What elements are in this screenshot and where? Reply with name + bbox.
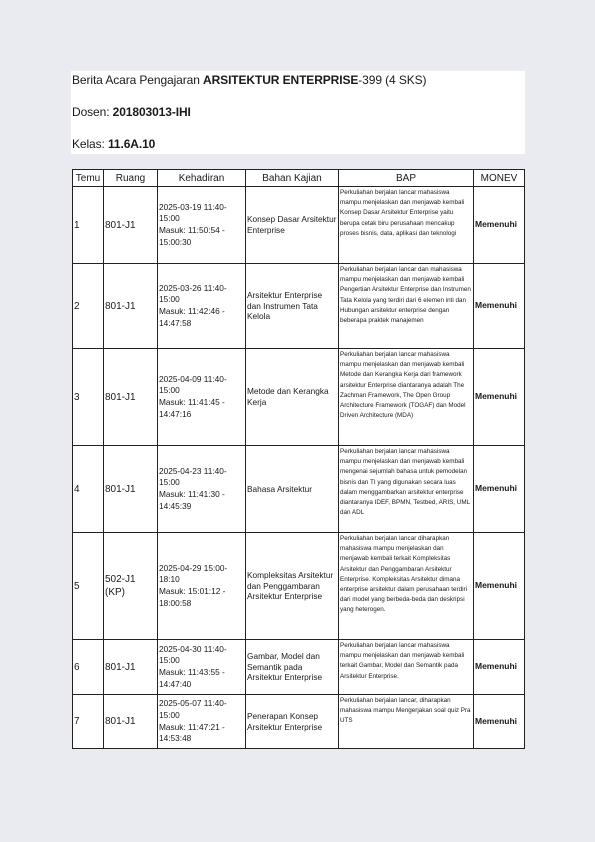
cell-monev: Memenuhi (474, 187, 525, 264)
cell-temu: 1 (73, 187, 104, 264)
cell-monev: Memenuhi (474, 349, 525, 446)
attendance-time: Masuk: 15:01:12 - 18:00:58 (159, 586, 226, 608)
cell-bap: Perkuliahan berjalan lancar mahasiswa mampu menjelaskan dan menjawab kembali terkait Gambar, Model dan Semantik pada Arsitektur Enterprise. (339, 640, 474, 695)
attendance-time: Masuk: 11:41:30 - 14:45:39 (159, 489, 225, 511)
course-code: -399 (4 SKS) (358, 73, 427, 87)
cell-monev: Memenuhi (474, 695, 525, 749)
cell-temu: 4 (73, 446, 104, 533)
table-row (73, 187, 525, 264)
cell-temu: 6 (73, 640, 104, 695)
cell-ruang: 801-J1 (104, 640, 158, 695)
cell-bahan-kajian: Metode dan Kerangka Kerja (246, 349, 339, 446)
cell-bahan-kajian: Gambar, Model dan Semantik pada Arsitektur Enterprise (246, 640, 339, 695)
cell-temu: 2 (73, 264, 104, 349)
table-header-row (73, 170, 525, 187)
cell-ruang: 801-J1 (104, 349, 158, 446)
title-prefix: Berita Acara Pengajaran (72, 73, 204, 87)
table-row (73, 640, 525, 695)
dosen-label: Dosen: (72, 105, 113, 119)
table-row (73, 446, 525, 533)
attendance-time: Masuk: 11:42:46 - 14:47:58 (159, 306, 225, 328)
cell-temu: 5 (73, 533, 104, 640)
cell-bap: Perkuliahan berjalan lancar mahasiswa mampu menjelaskan dan menjawab kembali mengenai sejumlah bahasa untuk pemodelan bisnis dan TI yang digunakan secara luas dalam menggambarkan arsitektur enterprise diantaranya IDEF, BPMN, Testbed, ARIS, UML dan ADL (339, 446, 474, 533)
cell-monev: Memenuhi (474, 533, 525, 640)
cell-bap: Perkuliahan berjalan lancar, diharapkan mahasiswa mampu Mengerjakan soal quiz Pra UTS (339, 695, 474, 749)
cell-monev: Memenuhi (474, 640, 525, 695)
cell-kehadiran (158, 264, 246, 349)
col-header-ruang: Ruang (104, 170, 158, 187)
schedule-time: 2025-05-07 11:40-15:00 (159, 698, 227, 720)
cell-kehadiran (158, 640, 246, 695)
cell-bahan-kajian: Penerapan Konsep Arsitektur Enterprise (246, 695, 339, 749)
attendance-time: Masuk: 11:47:21 - 14:53:48 (159, 721, 225, 744)
cell-bahan-kajian: Kompleksitas Arsitektur dan Penggambaran Arsitektur Enterprise (246, 533, 339, 640)
dosen-value: 201803013-IHI (112, 105, 191, 119)
cell-ruang: 801-J1 (104, 446, 158, 533)
attendance-time: Masuk: 11:50:54 - 15:00:30 (159, 225, 225, 247)
schedule-time: 2025-03-26 11:40-15:00 (159, 282, 227, 305)
cell-bahan-kajian: Arsitektur Enterprise dan Instrumen Tata Kelola (246, 264, 339, 349)
table-row (73, 264, 525, 349)
cell-kehadiran (158, 349, 246, 446)
col-header-bap: BAP (339, 170, 474, 187)
col-header-monev: MONEV (474, 170, 525, 187)
cell-bap: Perkuliahan berjalan lancar diharapkan mahasiswa mampu menjelaskan dan menjawab kembali terkait Kompleksitas Arsitektur dan Penggambaran Arsitektur Enterprise. Kompleksitas Arsitektur dimana enterprise arsitektur dalam perusahaan terdiri dari model yang berbeda-beda dan deskripsi yang heterogen. (339, 533, 474, 640)
kelas-label: Kelas: (72, 137, 108, 151)
cell-monev: Memenuhi (474, 264, 525, 349)
cell-kehadiran (158, 187, 246, 264)
col-header-bahan-kajian: Bahan Kajian (246, 170, 339, 187)
kelas-value: 11.6A.10 (108, 137, 156, 151)
cell-ruang: 502-J1 (KP) (104, 533, 158, 640)
attendance-time: Masuk: 11:43:55 - 14:47:40 (159, 667, 225, 689)
course-name: ARSITEKTUR ENTERPRISE (203, 73, 359, 87)
cell-monev: Memenuhi (474, 446, 525, 533)
cell-bap: Perkuliahan berjalan lancar mahasiswa mampu menjelaskan dan menjawab kembali Metode dan Kerangka Kerja dari framework arsitektur Enterprise diantaranya adalah The Zachman Framework, The Open Group Architecture Framework (TOGAF) dan Model Driven Architecture (MDA) (339, 349, 474, 446)
teaching-record-table (72, 169, 525, 749)
cell-bahan-kajian: Bahasa Arsitektur (246, 446, 339, 533)
attendance-time: Masuk: 11:41:45 - 14:47:16 (159, 397, 225, 419)
schedule-time: 2025-04-09 11:40-15:00 (159, 373, 227, 396)
col-header-kehadiran: Kehadiran (158, 170, 246, 187)
col-header-temu: Temu (73, 170, 104, 187)
cell-temu: 7 (73, 695, 104, 749)
header-dosen-line (72, 105, 191, 119)
cell-bahan-kajian: Konsep Dasar Arsitektur Enterprise (246, 187, 339, 264)
schedule-time: 2025-03-19 11:40-15:00 (159, 201, 227, 224)
cell-kehadiran (158, 533, 246, 640)
cell-temu: 3 (73, 349, 104, 446)
cell-ruang: 801-J1 (104, 187, 158, 264)
table-row (73, 533, 525, 640)
cell-kehadiran (158, 695, 246, 749)
header-kelas-line (72, 137, 155, 151)
schedule-time: 2025-04-23 11:40-15:00 (159, 465, 227, 488)
schedule-time: 2025-04-29 15:00-18:10 (159, 562, 228, 585)
document-header (71, 71, 525, 154)
cell-bap: Perkuliahan berjalan lancar dan mahasiswa mampu menjelaskan dan menjawab kembali Pengertian Arsitektur Enterprise dan Instrumen Tata Kelola yang terdiri dari 6 elemen inti dan Hubungan arsitektur enterprise dengan beberapa praktek manajemen (339, 264, 474, 349)
cell-kehadiran (158, 446, 246, 533)
schedule-time: 2025-04-30 11:40-15:00 (159, 643, 227, 666)
table-row (73, 695, 525, 749)
cell-bap: Perkuliahan berjalan lancar mahasiswa mampu menjelaskan dan menjawab kembali Konsep Dasar Arsitektur Enterprise yaitu berupa cetak biru perusahaan mencakup proses bisnis, data, aplikasi dan teknologi (339, 187, 474, 264)
header-title-line (72, 73, 426, 87)
cell-ruang: 801-J1 (104, 264, 158, 349)
cell-ruang: 801-J1 (104, 695, 158, 749)
table-row (73, 349, 525, 446)
